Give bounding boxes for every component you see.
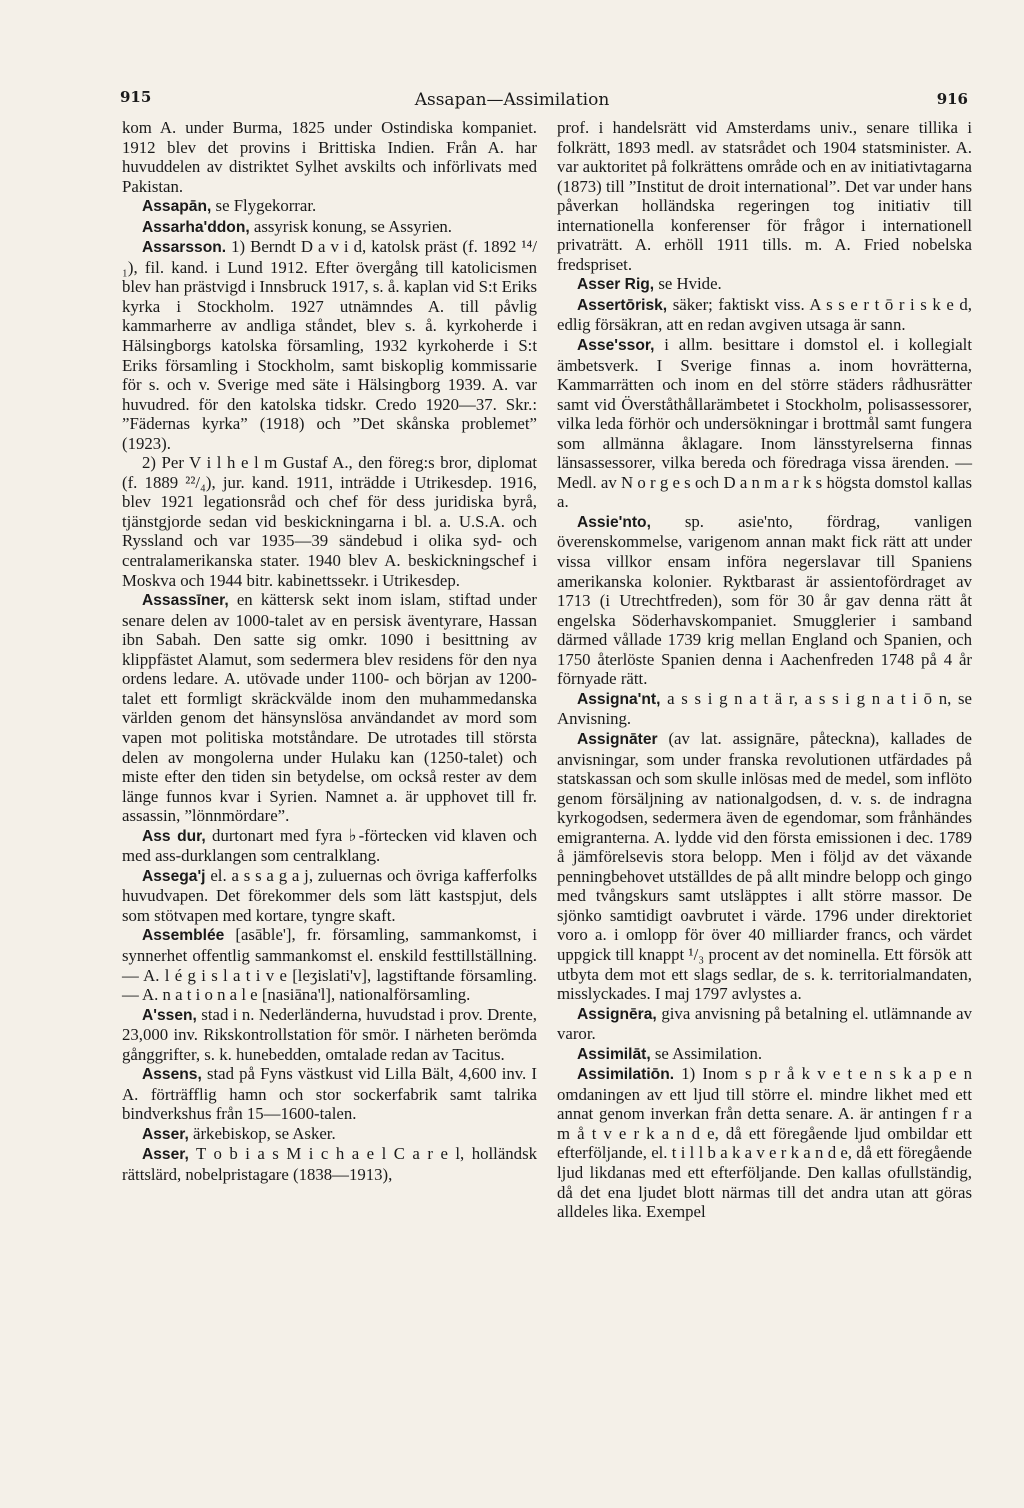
entry-text: assyrisk konung, se Assyrien. bbox=[249, 216, 452, 236]
entry-headword: Asser, bbox=[142, 1146, 189, 1164]
entry-text: 2) Per V i l h e l m Gustaf A., den föreg:s bror, diplomat (f. 1889 ²²/₄), jur. kand. 1911, inträdde i Utrikesdep. 1916, blev 1921 legationsråd och chef för dess juridiska byrå, tjänstgjorde sedan vid beskickningarna i bl. a. U.S.A. och Ryssland och var 1935—39 sändebud i olika syd- och centralamerikanska stater. 1940 blev A. beskickningschef i Moskva och 1944 bitr. kabinettssekr. i Utrikesdep. bbox=[122, 453, 537, 590]
entry-text: el. a s s a g a j, zuluernas och övriga kafferfolks huvudvapen. Det förekommer dels som lätt kastspjut, dels som stötvapen med kortare, tyngre skaft. bbox=[122, 865, 537, 925]
entry-headword: Assimilatiōn. bbox=[577, 1066, 675, 1084]
encyclopedia-entry bbox=[122, 1005, 537, 1065]
entry-headword: Assie'nto, bbox=[577, 513, 651, 531]
entry-text: prof. i handelsrätt vid Amsterdams univ., senare tillika i folkrätt, 1893 medl. av statsrådet och 1904 statsminister. A. var auktoritet på folkrättens område och en av initiativtagarna (1873) till ”Institut de droit international”. Det var under hans påverkan holländska regeringen tog initiativ till internationella konferenser för frågor i internationell privaträtt. A. erhöll 1911 tills. m. A. Fried nobelska fredspriset. bbox=[557, 118, 972, 274]
entry-headword: Asser Rig, bbox=[577, 276, 655, 294]
page-number-right: 916 bbox=[936, 90, 968, 108]
encyclopedia-entry bbox=[122, 925, 537, 1004]
entry-text: [asāble'], fr. församling, sammankomst, i synnerhet offentlig sammankomst el. enskild festtillställning. — A. l é g i s l a t i v e [leʒislati'v], lagstiftande församling. — A. n a t i o n a l e [nasiāna'l], nationalförsamling. bbox=[122, 925, 537, 1005]
entry-text: kom A. under Burma, 1825 under Ostindiska kompaniet. 1912 blev det provins i Brittiska Indien. Från A. har huvuddelen av distriktet Sylhet avskilts och införlivats med Pakistan. bbox=[122, 118, 537, 196]
entry-headword: Assigna'nt, bbox=[577, 690, 661, 708]
encyclopedia-entry bbox=[557, 1044, 972, 1065]
entry-text: a s s i g n a t ä r, a s s i g n a t i ō n, se Anvisning. bbox=[557, 688, 972, 729]
encyclopedia-entry bbox=[557, 1064, 972, 1221]
left-column bbox=[122, 118, 537, 1185]
entry-text: se Assimilation. bbox=[650, 1043, 763, 1063]
entry-headword: Assapān, bbox=[142, 198, 212, 216]
entry-headword: Assens, bbox=[142, 1066, 202, 1084]
encyclopedia-entry bbox=[557, 729, 972, 1004]
encyclopedia-entry bbox=[122, 826, 537, 866]
encyclopedia-entry bbox=[122, 1064, 537, 1124]
entry-headword: Assertōrisk, bbox=[577, 296, 668, 314]
entry-headword: Assega'j bbox=[142, 867, 206, 885]
entry-text: en kättersk sekt inom islam, stiftad under senare delen av 1000-talet av en persisk äventyrare, Hassan ibn Sabah. Den satte sig omkr. 1090 i besittning av klippfästet Alamut, som sedermera blev residens för den nya ordens ledare. A. utövade under 1100- och början av 1200-talet ett formligt skräckvälde inom den muhammedanska världen genom det hänsynslösa användandet av mord som vapen mot politiska motståndare. De utrotades till största delen av mongolerna under Hulaku kan (1250-talet) och miste efter den tiden sin betydelse, om också rester av dem länge funnos kvar i Syrien. Namnet a. är upphovet till fr. assassin, ”lönnmördare”. bbox=[122, 590, 537, 826]
encyclopedia-entry bbox=[557, 1004, 972, 1044]
entry-text: T o b i a s M i c h a e l C a r e l, holländsk rättslärd, nobelpristagare (1838—1913), bbox=[122, 1144, 537, 1184]
encyclopedia-entry bbox=[122, 1144, 537, 1184]
encyclopedia-entry bbox=[122, 590, 537, 826]
encyclopedia-entry bbox=[122, 866, 537, 926]
entry-text: stad i n. Nederländerna, huvudstad i prov. Drente, 23,000 inv. Rikskontrollstation för smör. I närheten berömda gånggrifter, s. k. hunebedden, omtalade redan av Tacitus. bbox=[122, 1004, 537, 1064]
entry-text: sp. asie'nto, fördrag, vanligen överenskommelse, varigenom annan makt fick rätt att under vissa villkor ensam införa negerslavar till Spaniens amerikanska kolonier. Ryktbarast är assientofördraget av 1713 (i Utrechtfreden), som för 30 år gav denna rätt åt engelska Söderhavskompaniet. Smugglerier i samband därmed vållade 1739 krig mellan England och Spanien, och 1750 återlöste Spanien denna i Aachenfreden 1748 på 4 år förnyade rätt. bbox=[557, 511, 972, 689]
entry-text: 1) Berndt D a v i d, katolsk präst (f. 1892 ¹⁴/₁), fil. kand. i Lund 1912. Efter övergång till katolicismen blev han prästvigd i Innsbruck 1917, s. å. kaplan vid S:t Eriks kyrka i Stockholm. 1927 utnämndes A. till påvlig kammarherre av andliga ståndet, blev s. å. kyrkoherde i Hälsingborgs katolska församling, 1932 kyrkoherde i S:t Eriks församling i Stockholm, samt biskoplig kommissarie för s. och v. Sverige med säte i Hälsingborg 1939. A. var huvudred. för den katolska tidskr. Credo 1920—37. Skr.: ”Fädernas kyrka” (1918) och ”Det skånska problemet” (1923). bbox=[122, 237, 537, 453]
entry-headword: Assemblée bbox=[142, 927, 225, 945]
encyclopedia-entry bbox=[557, 118, 972, 274]
entry-text: 1) Inom s p r å k v e t e n s k a p e n omdaningen av ett ljud till större el. mindre likhet med ett annat genom inverkan från detta senare. A. är antingen f r a m å t v e r k a n d e, då ett föregående ljud ombildar ett efterföljande, el. t i l l b a k a v e r k a n d e, då ett föregående ljud likdanas med ett efterföljande. Den kallas ofullständig, då det ena ljudet blott närmas till det andra utan att göras alldeles lika. Exempel bbox=[557, 1064, 972, 1222]
encyclopedia-entry bbox=[122, 196, 537, 217]
entry-text: durtonart med fyra ♭-förtecken vid klaven och med ass-durklangen som centralklang. bbox=[122, 825, 537, 866]
page-header bbox=[0, 88, 1024, 114]
entry-headword: Assignāter bbox=[577, 730, 658, 748]
encyclopedia-entry bbox=[557, 295, 972, 335]
entry-text: (av lat. assignāre, påteckna), kallades de anvisningar, som under franska revolutionen utfärdades på statskassan och som skulle inlösas med de medel, som inflöto genom försäljning av nationalgodsen, d. v. s. de indragna kyrkogodsen, sedermera även de egendomar, som frånhändes emigranterna. A. lydde vid den första emissionen i dec. 1789 å jämförelsevis stora belopp. Men i följd av det växande penningbehovet utställdes de på allt mindre belopp och gingo med tvångskurs samt utsläpptes i allt större massor. De sjönko samtidigt oavbrutet i värde. 1796 under direktoriet voro a. i omlopp för över 40 milliarder francs, och värdet uppgick till knappt ¹/₃ procent av det nominella. Ett försök att utbyta dem mot ett slags sedlar, de s. k. territorialmandaten, misslyckades. I maj 1797 avlystes a. bbox=[557, 728, 972, 1004]
page-number-left: 915 bbox=[120, 88, 152, 106]
encyclopedia-entry bbox=[122, 118, 537, 196]
entry-text: ärkebiskop, se Asker. bbox=[188, 1123, 336, 1143]
encyclopedia-entry bbox=[557, 335, 972, 512]
entry-text: säker; faktiskt viss. A s s e r t ō r i s k e d, edlig försäkran, att en redan avgiven utsaga är sann. bbox=[557, 294, 972, 335]
entry-headword: Assassīner, bbox=[142, 592, 229, 610]
encyclopedia-entry bbox=[122, 237, 537, 453]
right-column bbox=[557, 118, 972, 1222]
entry-headword: Assignēra, bbox=[577, 1005, 657, 1023]
encyclopedia-entry bbox=[122, 1124, 537, 1145]
entry-text: se Flygekorrar. bbox=[211, 196, 317, 216]
entry-headword: Assarha'ddon, bbox=[142, 218, 250, 236]
entry-headword: Asser, bbox=[142, 1125, 189, 1143]
entry-headword: Assimilāt, bbox=[577, 1045, 651, 1063]
entry-text: se Hvide. bbox=[654, 274, 722, 294]
entry-headword: Asse'ssor, bbox=[577, 337, 655, 355]
encyclopedia-entry bbox=[122, 453, 537, 590]
entry-text: giva anvisning på betalning el. utlämnande av varor. bbox=[557, 1003, 972, 1044]
encyclopedia-entry bbox=[557, 689, 972, 729]
entry-headword: A'ssen, bbox=[142, 1006, 197, 1024]
entry-headword: Assarsson. bbox=[142, 239, 227, 257]
running-title: Assapan—Assimilation bbox=[414, 90, 610, 110]
entry-text: i allm. besittare i domstol el. i kollegialt ämbetsverk. I Sverige finnas a. inom hovrätterna, Kammarrätten och inom en del större städers rådhusrätter samt vid Överståthållarämbetet i Stockholm, polisassessorer, vilka leda förhör och undersökningar i brottmål samt fungera som allmänna åklagare. Inom länsstyrelserna finnas länsassessorer, vilka bereda och föredraga vissa ärenden. — Medl. av N o r g e s och D a n m a r k s högsta domstol kallas a. bbox=[557, 335, 972, 512]
entry-headword: Ass dur, bbox=[142, 827, 206, 845]
encyclopedia-entry bbox=[557, 512, 972, 689]
entry-text: stad på Fyns västkust vid Lilla Bält, 4,600 inv. I A. förträfflig hamn och stor sockerfabrik samt talrika bindverkshus från 15—1600-talen. bbox=[122, 1064, 537, 1124]
encyclopedia-entry bbox=[122, 217, 537, 238]
encyclopedia-entry bbox=[557, 274, 972, 295]
